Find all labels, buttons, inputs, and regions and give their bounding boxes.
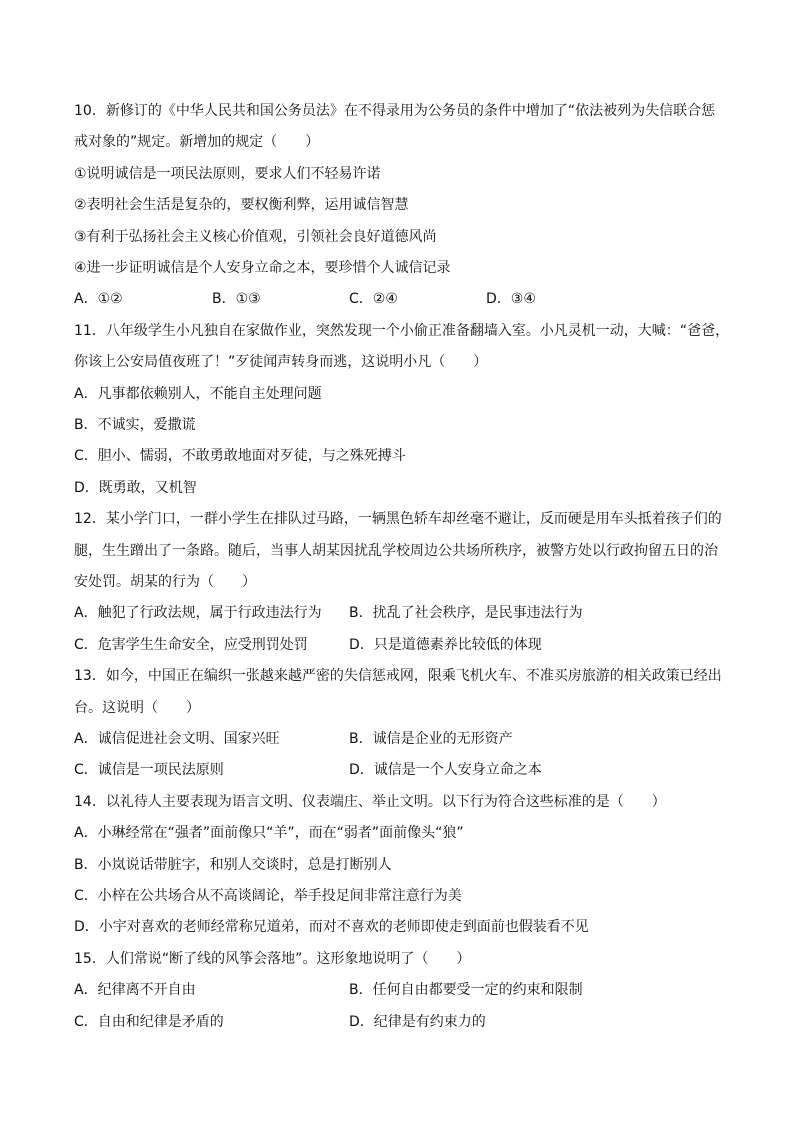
option-b[interactable]: B．诚信是企业的无形资产 (349, 730, 513, 747)
question-stem-line: 14．以礼待人主要表现为语言文明、仪表端庄、举止文明。以下行为符合这些标准的是（ ） (74, 793, 666, 810)
option-row (74, 755, 734, 786)
question-stem-line: 你该上公安局值夜班了！”歹徒闻声转身而逃，这说明小凡（ ） (74, 354, 488, 371)
question-11 (74, 316, 734, 504)
question-10 (74, 96, 734, 316)
option-d[interactable]: D．纪律是有约束力的 (349, 1013, 486, 1030)
option-row (74, 1007, 734, 1038)
option-row (74, 598, 734, 629)
statement-item: ④进一步证明诚信是个人安身立命之本，要珍惜个人诚信记录 (74, 259, 451, 276)
option-d[interactable]: D．小宇对喜欢的老师经常称兄道弟，而对不喜欢的老师即使走到面前也假装看不见 (74, 919, 589, 936)
option-b[interactable]: B．任何自由都要受一定的约束和限制 (349, 982, 583, 999)
option-d[interactable]: D．既勇敢，又机智 (74, 479, 197, 496)
option-row (74, 975, 734, 1006)
question-13 (74, 661, 734, 787)
question-12 (74, 504, 734, 661)
question-stem-line: 11．八年级学生小凡独自在家做作业，突然发现一个小偷正准备翻墙入室。小凡灵机一动，大喊：“爸爸， (74, 322, 730, 339)
option-b[interactable]: B．小岚说话带脏字，和别人交谈时，总是打断别人 (74, 856, 392, 873)
option-d[interactable]: D．③④ (486, 291, 536, 308)
question-stem-line: 12．某小学门口，一群小学生在排队过马路，一辆黑色轿车却丝毫不避让，反而硬是用车头抵着孩子们的 (74, 511, 722, 528)
option-a[interactable]: A．①② (74, 291, 123, 308)
question-stem-line: 安处罚。胡某的行为（ ） (74, 573, 256, 590)
question-stem-line: 腿，生生蹭出了一条路。随后，当事人胡某因扰乱学校周边公共场所秩序，被警方处以行政拘留五日的治 (74, 542, 718, 559)
option-a[interactable]: A．触犯了行政法规，属于行政违法行为 (74, 605, 322, 622)
option-a[interactable]: A．诚信促进社会文明、国家兴旺 (74, 730, 280, 747)
option-row (74, 630, 734, 661)
question-15 (74, 944, 734, 1038)
option-a[interactable]: A．小琳经常在“强者”面前像只“羊”，而在“弱者”面前像头“狼” (74, 825, 464, 842)
option-c[interactable]: C．危害学生生命安全，应受刑罚处罚 (74, 636, 308, 653)
option-b[interactable]: B．①③ (212, 291, 261, 308)
question-stem-line: 15．人们常说“断了线的风筝会落地”。这形象地说明了（ ） (74, 950, 471, 967)
option-c[interactable]: C．胆小、懦弱，不敢勇敢地面对歹徒，与之殊死搏斗 (74, 448, 406, 465)
option-d[interactable]: D．诚信是一个人安身立命之本 (349, 762, 542, 779)
question-stem-line: 戒对象的”规定。新增加的规定（ ） (74, 134, 320, 151)
option-b[interactable]: B．扰乱了社会秩序，是民事违法行为 (349, 605, 583, 622)
option-c[interactable]: C．小梓在公共场合从不高谈阔论，举手投足间非常注意行为美 (74, 887, 462, 904)
question-14 (74, 787, 734, 944)
option-a[interactable]: A．纪律离不开自由 (74, 982, 196, 999)
question-stem-line: 台。这说明（ ） (74, 699, 200, 716)
option-row (74, 284, 734, 315)
option-a[interactable]: A．凡事都依赖别人，不能自主处理问题 (74, 385, 322, 402)
option-d[interactable]: D．只是道德素养比较低的体现 (349, 636, 542, 653)
statement-item: ①说明诚信是一项民法原则，要求人们不轻易许诺 (74, 165, 381, 182)
option-c[interactable]: C．自由和纪律是矛盾的 (74, 1013, 224, 1030)
option-row (74, 724, 734, 755)
statement-item: ②表明社会生活是复杂的，要权衡利弊，运用诚信智慧 (74, 197, 409, 214)
question-stem-line: 13．如今，中国正在编织一张越来越严密的失信惩戒网，限乘飞机火车、不准买房旅游的相关政策已经出 (74, 668, 722, 685)
question-stem-line: 10．新修订的《中华人民共和国公务员法》在不得录用为公务员的条件中增加了“依法被列为失信联合惩 (74, 103, 716, 119)
option-c[interactable]: C．诚信是一项民法原则 (74, 762, 224, 779)
statement-item: ③有利于弘扬社会主义核心价值观，引领社会良好道德风尚 (74, 228, 437, 245)
option-c[interactable]: C．②④ (349, 291, 398, 308)
option-b[interactable]: B．不诚实，爱撒谎 (74, 416, 196, 433)
